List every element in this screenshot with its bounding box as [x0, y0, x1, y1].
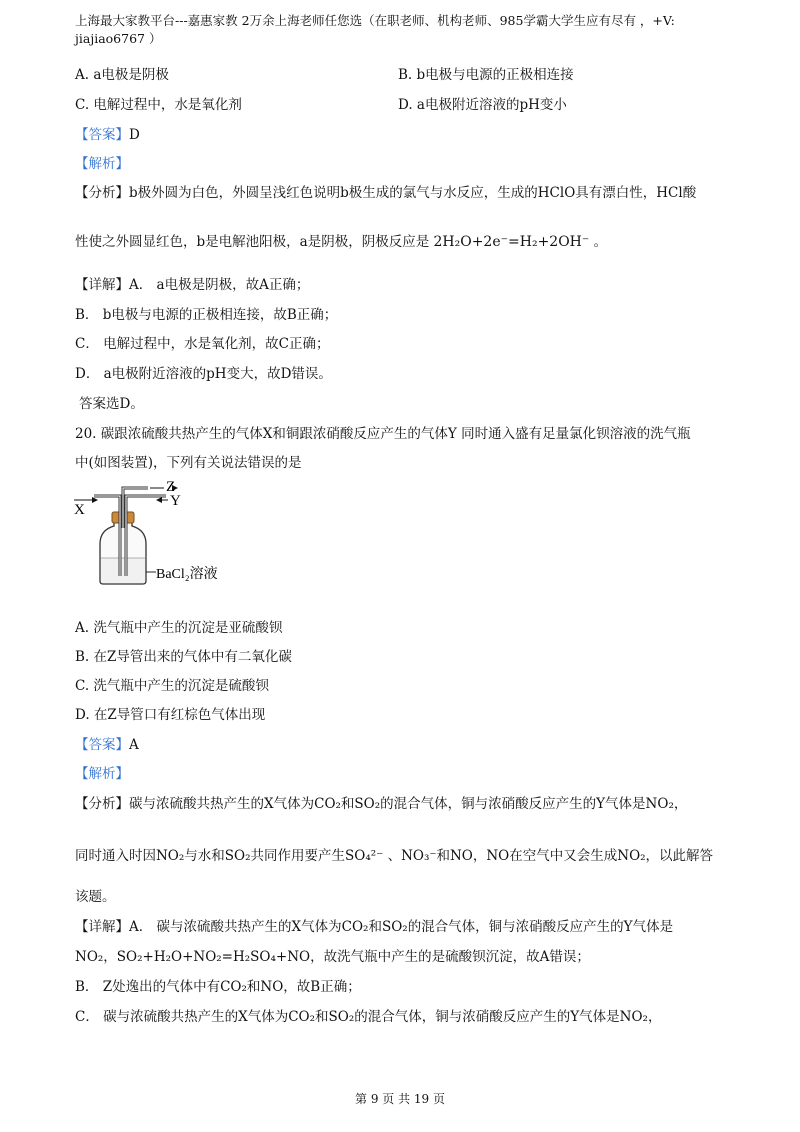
q19-fenxi-line-1 [75, 184, 696, 202]
arrow-x-head [92, 497, 98, 503]
q20-detail-a-line-2: NO₂，SO₂+H₂O+NO₂=H₂SO₄+NO，故洗气瓶中产生的是硫酸钡沉淀，故A错误； [75, 949, 590, 965]
fenxi-label: 【分析】 [75, 796, 129, 812]
label-y: Y [170, 493, 181, 509]
arrow-y-head [156, 497, 162, 503]
q19-option-d: D. a电极附近溶液的pH变小 [398, 97, 567, 113]
answer-value: D [129, 127, 140, 143]
answer-label: 【答案】 [75, 737, 129, 753]
q20-fenxi-line-2: 同时通入时因NO₂与水和SO₂共同作用要产生SO₄²⁻ 、NO₃⁻和NO，NO在空气中又会生成NO₂，以此解答 [75, 848, 714, 864]
q20-fenxi-line-3: 该题。 [75, 889, 116, 905]
fenxi-text: b极外圆为白色，外圆呈浅红色说明b极生成的氯气与水反应，生成的HClO具有漂白性，HCl酸 [129, 185, 697, 201]
q20-stem-line-2: 中(如图装置)，下列有关说法错误的是 [75, 455, 302, 471]
label-z: Z [166, 479, 176, 495]
q19-option-b: B. b电极与电源的正极相连接 [398, 67, 574, 83]
q19-detail-c: C． 电解过程中，水是氧化剂，故C正确； [75, 336, 330, 352]
q19-analysis-label: 【解析】 [75, 156, 129, 172]
q19-detail-a [75, 276, 309, 294]
fenxi-text: 碳与浓硫酸共热产生的X气体为CO₂和SO₂的混合气体，铜与浓硝酸反应产生的Y气体是NO₂， [129, 796, 688, 812]
answer-label: 【答案】 [75, 127, 129, 143]
detail-label: 【详解】 [75, 277, 129, 293]
q20-analysis-label: 【解析】 [75, 766, 129, 782]
q19-option-a: A. a电极是阴极 [75, 67, 169, 83]
gas-washing-bottle-figure [70, 478, 260, 588]
q19-detail-d: D． a电极附近溶液的pH变大，故D错误。 [75, 366, 332, 382]
q19-detail-b: B． b电极与电源的正极相连接，故B正确； [75, 307, 338, 323]
q20-answer [75, 736, 139, 754]
answer-value: A [129, 737, 139, 753]
solution-liquid [101, 558, 145, 583]
q20-detail-a-line-1 [75, 918, 673, 936]
q19-fenxi-line-2 [75, 233, 607, 251]
q20-option-d: D. 在Z导管口有红棕色气体出现 [75, 707, 266, 723]
header-line-1: 上海最大家教平台---嘉惠家教 2万余上海老师任您选（在职老师、机构老师、985学霸大学生应有尽有 ，+V: [75, 13, 675, 28]
fenxi-label: 【分析】 [75, 185, 129, 201]
cathode-equation: 2H₂O+2e⁻=H₂+2OH⁻ [433, 234, 590, 250]
header-line-2: jiajiao6767 ） [75, 31, 162, 46]
q20-option-c: C. 洗气瓶中产生的沉淀是硫酸钡 [75, 678, 269, 694]
q20-option-b: B. 在Z导管出来的气体中有二氧化碳 [75, 649, 292, 665]
q20-stem-line-1: 20. 碳跟浓硫酸共热产生的气体X和铜跟浓硝酸反应产生的气体Y 同时通入盛有足量氯化钡溶液的洗气瓶 [75, 426, 691, 442]
q20-fenxi-line-1 [75, 795, 687, 813]
page-footer: 第 9 页 共 19 页 [355, 1092, 445, 1106]
q20-detail-c: C． 碳与浓硫酸共热产生的X气体为CO₂和SO₂的混合气体，铜与浓硝酸反应产生的Y气体是NO₂， [75, 1009, 662, 1025]
fenxi-text: 性使之外圆显红色，b是电解池阳极，a是阴极，阴极反应是 [75, 234, 430, 250]
detail-text: A． 碳与浓硫酸共热产生的X气体为CO₂和SO₂的混合气体，铜与浓硝酸反应产生的Y气体是 [129, 919, 674, 935]
label-bacl2-solution: BaCl₂溶液 [156, 567, 218, 582]
q20-option-a: A. 洗气瓶中产生的沉淀是亚硫酸钡 [75, 620, 283, 636]
q19-conclusion: 答案选D。 [79, 396, 144, 412]
q19-option-c: C. 电解过程中，水是氧化剂 [75, 97, 242, 113]
q20-detail-b: B． Z处逸出的气体中有CO₂和NO，故B正确； [75, 979, 361, 995]
label-x: X [74, 502, 85, 518]
detail-text: A． a电极是阴极，故A正确； [129, 277, 310, 293]
q19-answer [75, 126, 140, 144]
detail-label: 【详解】 [75, 919, 129, 935]
fenxi-end: 。 [593, 234, 608, 250]
